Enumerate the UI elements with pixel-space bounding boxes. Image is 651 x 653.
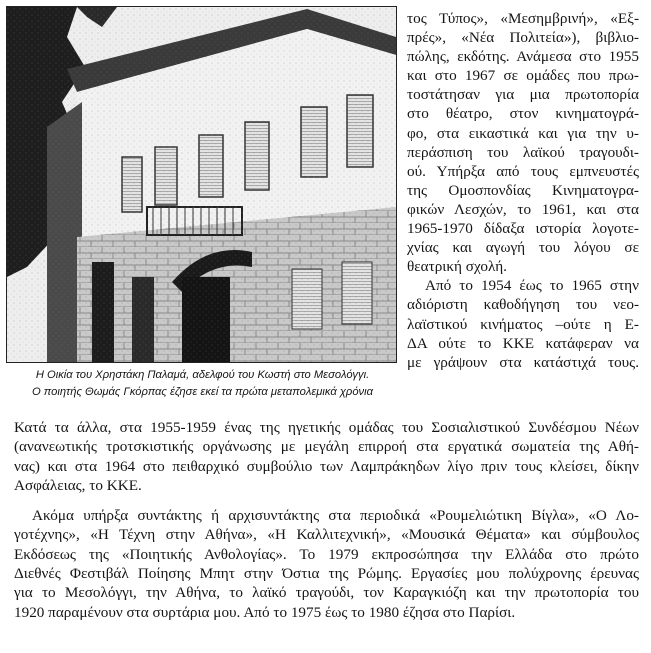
text-line: φο, στα εικαστικά και για την υ- xyxy=(407,124,639,142)
text-line: Ασφάλειας, το ΚΚΕ. xyxy=(14,476,142,494)
house-photo xyxy=(6,6,397,363)
text-line: αδιόριστη καθοδήγηση του νεο- xyxy=(407,296,639,314)
right-column-text xyxy=(407,9,639,372)
text-line: φικών Λεσχών, το 1961, και στα xyxy=(407,200,639,218)
caption-line: Ο ποιητής Θωμάς Γκόρπας έζησε εκεί τα πρώτα μεταπολεμικά χρόνια xyxy=(31,386,374,398)
text-line: και στο 1967 σε ομάδες που πρω- xyxy=(407,67,639,85)
text-line: Ακόμα υπήρξα συντάκτης ή αρχισυντάκτης στα περιοδικά «Ρουμελιώτικη Βίγλα», «Ο Λο- xyxy=(32,507,639,525)
text-line: για το Μεσολόγγι, την Αθήνα, το λαϊκό τραγούδι, τον Καραγκιόζη και την πρωτοπορία του xyxy=(14,584,639,602)
text-line: Διεθνές Φεστιβάλ Ποίησης Μπητ στην Όστια της Ρώμης. Εργασίες μου πολύχρονης έρευνας xyxy=(14,565,639,583)
text-line: πώλης, εκδότης. Ανάμεσα στο 1955 xyxy=(407,48,639,66)
text-line: χνίας και αγωγή του λόγου σε xyxy=(407,239,639,257)
text-line: τος Τύπος», «Μεσημβρινή», «Εξ- xyxy=(407,10,639,27)
text-line: της Ομοσπονδίας Κινηματογρα- xyxy=(407,181,639,199)
text-line: νας) και στα 1964 στο πειθαρχικό συμβούλιο των Λαμπράκηδων λίγο πριν τους κλείσει, δίκην xyxy=(14,457,639,475)
text-line: 1965-1970 δίδαξα ιστορία λογοτε- xyxy=(407,220,639,238)
text-line: λαϊστικού κινήματος –ούτε η Ε- xyxy=(407,315,639,333)
text-line: γοτέχνης», «Η Τέχνη στην Αθήνα», «Η Καλλιτεχνική», «Μουσικά Θέματα» και σύμβουλος xyxy=(14,526,639,544)
full-width-text xyxy=(14,418,639,622)
text-line: πρές», «Νέα Πολιτεία»), βιβλιο- xyxy=(407,29,639,47)
text-line: (ανανεωτικής τροτσκιστικής οργάνωσης με μεγάλη επιρροή στα εργατικά σωματεία της Αθή- xyxy=(14,438,639,456)
text-line: περάσπιση του λαϊκού τραγουδι- xyxy=(407,143,639,161)
text-line: Από το 1954 έως το 1965 στην xyxy=(425,277,639,295)
text-line: θεατρική σχολή. xyxy=(407,258,507,276)
text-line: ού. Υπήρξα από τους εμπνευστές xyxy=(407,162,639,180)
photo-caption xyxy=(4,367,401,401)
text-line: Εκδόσεως της «Ποιητικής Ανθολογίας». Το 1979 εκπροσώπησα την Ελλάδα στο πρώτο xyxy=(14,545,639,563)
text-line: με γράψουν στα κατάστιχά τους. xyxy=(407,353,639,371)
caption-line: Η Οικία του Χρηστάκη Παλαμά, αδελφού του Κωστή στο Μεσολόγγι. xyxy=(35,369,370,381)
text-line: τοστάτησαν για μια πρωτοπορία xyxy=(407,86,639,104)
text-line: στο θέατρο, στον κινηματογρά- xyxy=(407,105,639,123)
text-line: ΔΑ ούτε το ΚΚΕ κατάφεραν να xyxy=(407,334,639,352)
text-line: Κατά τα άλλα, στα 1955-1959 ένας της ηγετικής ομάδας του Σοσιαλιστικού Συνδέσμου Νέων xyxy=(14,419,639,436)
text-line: 1920 παραμένουν στα συρτάρια μου. Από το 1975 έως το 1980 έζησα στο Παρίσι. xyxy=(14,603,516,621)
